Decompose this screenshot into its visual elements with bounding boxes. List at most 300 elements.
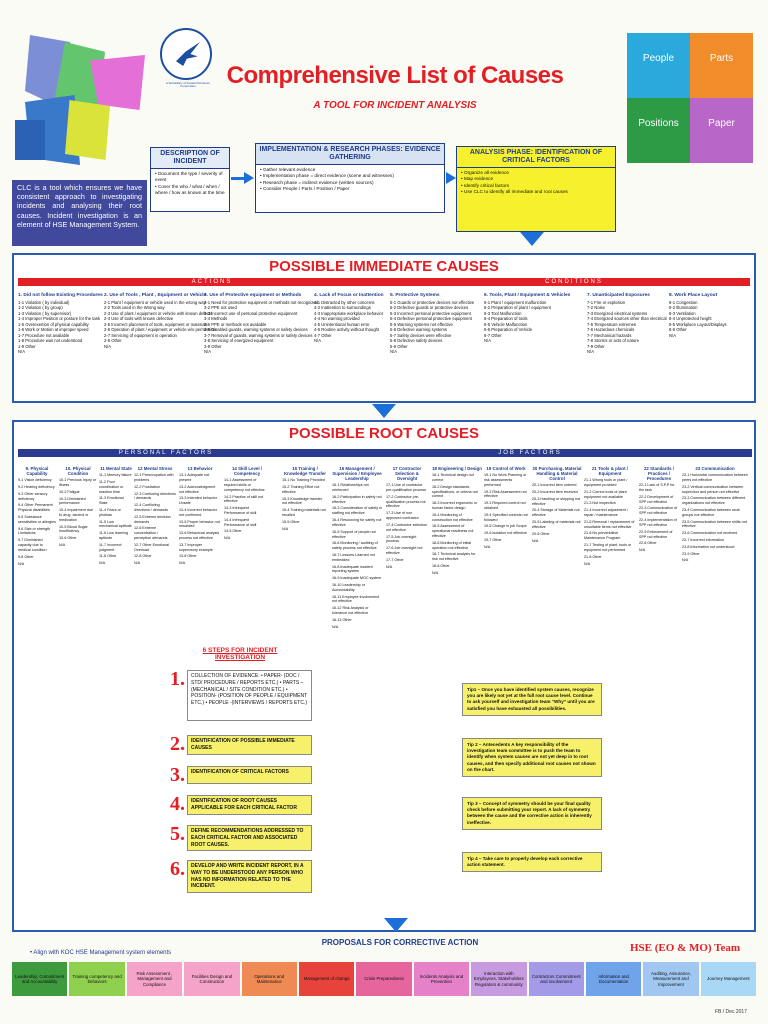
root-cause-item: 21-1 Wrong tools or plant / equipment provided xyxy=(584,478,628,487)
root-cause-column xyxy=(332,466,382,632)
root-cause-item: 16-2 Participation in safety not effective xyxy=(332,494,382,504)
clc-description: CLC is a tool which ensures we have consistent approach to investigating incidents and analysing their root causes. Incident investigation is an element of HSE Management System. xyxy=(12,180,147,246)
root-cause-item: 18-3 Incorrect ergonomic or human factor design xyxy=(432,501,478,510)
analysis-item: • Organize all evidence xyxy=(461,170,510,176)
root-cause-item: 20-2 Incorrect item received xyxy=(532,490,578,494)
step-number: 4. xyxy=(170,793,185,815)
cause-item: 6-6 Preparation of Vehicle xyxy=(484,327,533,333)
implementation-item: • Implementation phase = direct evidence (scene and witnesses) xyxy=(260,173,394,179)
root-cause-item: 12-1 Preoccupation with problems xyxy=(134,473,174,482)
root-cause-heading: 20 Purchasing, Material Handling & Material Control xyxy=(532,466,582,482)
root-cause-item: 18-5 Assessment of operational readiness not effective xyxy=(432,524,474,538)
description-item: • Cover the who / what / when / where / how as known at the time xyxy=(155,183,225,196)
root-cause-item: N/A xyxy=(224,536,231,541)
implementation-item: • Consider People / Parts / Position / Paper xyxy=(260,186,350,192)
cause-item: 1-5 Overexertion of physical capability xyxy=(18,321,89,327)
root-cause-item: 13-8 Other xyxy=(179,554,197,559)
cause-item: 8-5 Workplace Layout/Displays xyxy=(669,321,727,327)
cause-item: 6-3 Tool Malfunction xyxy=(484,310,522,316)
cause-item: 6-5 Vehicle Malfunction xyxy=(484,321,528,327)
root-cause-item: 9-6 Size or strength Limitations xyxy=(18,526,51,536)
cause-item: 5-1 Guards or protective devices not effective xyxy=(390,299,475,305)
root-cause-item: 17-1 Use of contractor pre-qualification process xyxy=(386,483,426,492)
cause-item: 7-3 Energized electrical systems xyxy=(587,310,648,316)
root-cause-heading: 9. Physical Capability xyxy=(25,466,49,477)
cause-category-heading: 6. Tools, Plant / Equipment & Vehicles xyxy=(484,293,571,298)
root-cause-item: 14-5 Other xyxy=(224,529,242,534)
cause-item: 6-4 Preparation of tools xyxy=(484,316,528,322)
investigation-step xyxy=(170,764,312,786)
root-cause-item: 12-2 Frustration xyxy=(134,484,161,489)
root-cause-item: 11-7 Incorrect judgment xyxy=(99,542,122,552)
investigation-step xyxy=(170,823,312,847)
root-cause-heading: 21 Tools & plant / Equipment xyxy=(591,466,629,477)
cause-item: 5-8 Defective safety devices xyxy=(390,338,443,344)
immediate-cause-column xyxy=(587,293,667,355)
root-cause-heading: 16 Management / Supervision / Employee Leadership xyxy=(332,466,382,482)
cause-item: 8-4 Unprotected height xyxy=(669,316,712,322)
puzzle-piece-illustration xyxy=(15,120,45,160)
four-p-puzzle xyxy=(627,33,753,164)
root-cause-item: 21-8 Other xyxy=(584,554,602,559)
cause-item: 2-6 Operation of plant / equipment or vehicle w/o permission xyxy=(104,327,216,333)
cause-item: 7-4 Energized sources other than electrical xyxy=(587,316,667,322)
root-cause-item: 23-4 Communication between work groups not effective xyxy=(682,507,740,517)
root-cause-item: 12-8 Other xyxy=(134,554,152,559)
root-cause-item: 23-7 Incorrect information xyxy=(682,538,725,542)
root-cause-item: 13-1 Adequate not present xyxy=(179,473,210,482)
ppp-paper: Paper xyxy=(690,98,753,163)
root-cause-item: 15-3 Knowledge transfer not effective xyxy=(282,496,323,506)
root-cause-heading: 13 Behavior xyxy=(187,466,213,471)
step-text: IDENTIFICATION OF ROOT CAUSES APPLICABLE FOR EACH CRITICAL FACTOR xyxy=(187,795,312,815)
page-title: Comprehensive List of Causes xyxy=(226,62,564,89)
cause-item: 5-9 Other xyxy=(390,343,408,349)
root-cause-item: 21-5 Removal / replacement of unsuitable items not effective xyxy=(584,519,635,529)
cause-item: 3-5 PPE or methods not available xyxy=(204,321,267,327)
root-cause-item: 23-9 Other xyxy=(682,551,700,556)
root-cause-item: 21-7 Testing of plant, tools or equipment not performed xyxy=(584,543,632,552)
root-cause-item: 11-5 Low mechanical aptitude xyxy=(99,519,132,529)
root-cause-item: 20-1 Incorrect item ordered xyxy=(532,483,577,488)
cause-item: 4-7 Other xyxy=(314,332,332,338)
job-factors-bar: JOB FACTORS xyxy=(308,449,752,457)
root-cause-heading: 10. Physical Condition xyxy=(65,466,91,477)
root-cause-item: N/A xyxy=(386,564,393,569)
cause-item: 3-8 Servicing of energized equipment xyxy=(204,338,274,344)
implementation-title: IMPLEMENTATION & RESEARCH PHASES: EVIDENCE GATHERING xyxy=(256,144,444,165)
root-cause-item: 20-3 Handling or shipping not effective xyxy=(532,496,581,506)
cause-item: 1-1 Violation ( by individual) xyxy=(18,299,70,305)
cause-item: 4-4 No warning provided xyxy=(314,316,360,322)
hse-element-cell: Auditing, Assurance, Measurement and Improvement xyxy=(643,962,698,996)
page-subtitle: A TOOL FOR INCIDENT ANALYSIS xyxy=(313,100,477,111)
cause-item: 7-5 Temperature extremes xyxy=(587,321,637,327)
root-cause-item: 16-13 Other xyxy=(332,617,352,622)
root-causes-title: POSSIBLE ROOT CAUSES xyxy=(288,425,480,442)
immediate-causes-title: POSSIBLE IMMEDIATE CAUSES xyxy=(269,258,499,275)
root-cause-item: 17-5 Job oversight process xyxy=(386,534,417,544)
implementation-item: • Research phase = indirect evidence (written sources) xyxy=(260,179,374,185)
root-cause-heading: 15 Training / Knowledge Transfer xyxy=(284,466,326,477)
cause-item: 5-3 Incorrect personal protective equipment xyxy=(390,310,471,316)
root-cause-item: 16-8 Inadequate incident reporting system xyxy=(332,564,373,574)
immediate-cause-column xyxy=(669,293,727,338)
root-cause-heading: 12 Mental Stress xyxy=(137,466,173,471)
cause-category-heading: 5. Protective Systems xyxy=(390,293,440,298)
step-number: 5. xyxy=(170,823,185,845)
cause-item: N/A xyxy=(484,338,491,344)
root-cause-heading: 22 Standards / Practices / Procedures xyxy=(643,466,674,482)
hse-team-label: HSE (EO & MO) Team xyxy=(630,942,741,954)
cause-item: 1-7 Procedure not available xyxy=(18,332,70,338)
description-box xyxy=(150,147,230,212)
cause-item: 4-3 Inappropriate workplace behavior xyxy=(314,310,384,316)
root-cause-item: 16-11 Employee involvement not effective xyxy=(332,594,380,604)
implementation-box xyxy=(255,143,445,213)
root-cause-item: 22-5 Enforcement of SPP not effective xyxy=(639,529,673,539)
root-cause-item: N/A xyxy=(639,548,646,553)
root-causes-section xyxy=(12,420,756,932)
root-cause-item: 15-1 No Training Provided xyxy=(282,478,325,483)
cause-item: 2-8 Other xyxy=(104,338,122,344)
hse-element-cell: Information and Documentation xyxy=(586,962,641,996)
flow-arrow-head xyxy=(244,172,254,184)
description-title: DESCRIPTION OF INCIDENT xyxy=(151,148,229,169)
cause-item: 6-2 Preparation of plant / equipment xyxy=(484,305,551,311)
root-cause-heading: 17 Contractor Selection & Oversight xyxy=(392,466,422,482)
cause-item: 3-2 PPE not used xyxy=(204,305,237,311)
root-cause-item: 17-7 Other xyxy=(386,557,404,562)
investigation-step xyxy=(170,733,312,755)
align-note: • Align with KOC HSE Management system elements xyxy=(30,950,172,956)
root-cause-item: N/A xyxy=(332,624,339,629)
root-cause-item: 11-1 Memory failure xyxy=(99,473,132,478)
root-cause-item: 21-3 Not inspection xyxy=(584,501,616,506)
cause-item: 7-7 Mechanical hazards xyxy=(587,332,632,338)
root-cause-item: 22-3 Communication of SPP not effective xyxy=(639,506,678,516)
root-cause-item: 20-6 Other xyxy=(532,531,550,536)
hse-element-cell: Risk Assessment , Management and Compliance xyxy=(127,962,182,996)
root-cause-item: N/A xyxy=(682,558,689,563)
root-cause-item: N/A xyxy=(584,561,591,566)
cause-item: 4-2 Inattention to surroundings xyxy=(314,305,371,311)
down-arrow-icon xyxy=(520,232,544,246)
analysis-box xyxy=(456,146,616,232)
cause-item: 2-3 Use of plant / equipment or vehicle with known defects xyxy=(104,310,213,316)
root-cause-item: N/A xyxy=(18,561,25,566)
implementation-item: • Gather relevant evidence xyxy=(260,167,316,173)
root-cause-item: 18-1 Technical design not correct xyxy=(432,473,474,482)
analysis-item: • Identify critical factors xyxy=(461,182,510,188)
root-cause-item: 16-12 Risk Analysis or tolerance not effective xyxy=(332,606,369,616)
root-cause-item: 14-4 Infrequent Performance of skill xyxy=(224,517,257,527)
root-cause-item: 11-2 Poor coordination or reaction time xyxy=(99,479,124,494)
root-cause-item: 13-4 Incorrect behavior not confirmed xyxy=(179,507,217,517)
cause-item: 2-1 Plant / equipment or vehicle used in the wrong way xyxy=(104,299,206,305)
cause-item: 6-7 Other xyxy=(484,332,502,338)
step-text: DEVELOP AND WRITE INCIDENT REPORT, IN A WAY TO BE UNDERSTOOD ANY PERSON WHO HAS NO INFORMATION RELATED TO THE INCIDENT. xyxy=(187,860,312,893)
cause-item: 8-1 Congestion xyxy=(669,299,698,305)
root-cause-heading: 23 Communication xyxy=(695,466,735,471)
root-cause-item: 18-8 Other xyxy=(432,564,450,569)
root-cause-item: 16-6 Monitoring / auditing of safety process not effective xyxy=(332,541,378,551)
root-cause-item: 23-3 Communication between different organizations not effective xyxy=(682,496,746,506)
root-cause-item: 22-6 Other xyxy=(639,541,657,546)
investigation-step xyxy=(170,793,312,817)
root-cause-item: 23-2 Vertical communication between supervisor and person not effective xyxy=(682,484,744,494)
cause-item: N/A xyxy=(314,338,321,344)
steps-title: 6 STEPS FOR INCIDENT INVESTIGATION xyxy=(202,647,278,662)
root-cause-item: 9-1 Vision deficiency xyxy=(18,478,52,483)
ppp-positions: Positions xyxy=(627,98,690,163)
cause-item: 2-4 Use of tools with known defective xyxy=(104,316,174,322)
cause-item: 5-5 Warning systems not effective xyxy=(390,321,453,327)
root-cause-item: 16-7 Lessons Learned not embedded xyxy=(332,552,375,562)
cause-item: 1-2 Violation ( by group) xyxy=(18,305,63,311)
step-text: IDENTIFICATION OF POSSIBLE IMMEDIATE CAUSES xyxy=(187,735,312,755)
cause-item: 5-4 Defective personal protective equipment xyxy=(390,316,472,322)
cause-item: 4-1 Distracted by other concerns xyxy=(314,299,375,305)
root-cause-item: 14-2 Practice of skill not effective xyxy=(224,494,264,504)
root-cause-item: 13-6 Behavioral analysis process not effective xyxy=(179,531,220,540)
root-cause-item: 16-5 Support of people not effective xyxy=(332,529,376,539)
cause-item: 3-4 Methods xyxy=(204,316,228,322)
immediate-cause-column xyxy=(314,293,384,344)
step-text: COLLECTION OF EVIDENCE: • PAPER- (DOC / STD/ PROCEDURE / REPORTS ETC.) • PARTS –(MECHANICAL / SITE CONDITION ETC.) • POSITION- (POSITION OF PEOPLE / EQUIPMENT ETC.) • PEOPLE -(INTERVIEWS / REPORTS ETC.) xyxy=(187,670,312,721)
cause-item: 5-2 Defective guards or protective devices xyxy=(390,305,469,311)
hse-element-cell: Interaction with Employees, Stakeholders Regulators & community xyxy=(471,962,526,996)
analysis-item: • Map evidence xyxy=(461,176,494,182)
hse-element-cell: Operations and Maintenance xyxy=(242,962,297,996)
cause-item: 2-5 Incorrect placement of tools, equipment or materials xyxy=(104,321,208,327)
flow-arrow xyxy=(231,177,245,180)
root-cause-item: 12-7 Other Emotional Overload xyxy=(134,542,170,552)
root-cause-heading: 14 Skill Level / Competency xyxy=(231,466,263,477)
root-cause-item: 17-4 Contractor selection not effective xyxy=(386,522,428,532)
root-cause-item: 19-4 Specified controls not followed xyxy=(484,512,528,522)
investigation-step xyxy=(170,668,312,723)
root-cause-item: 12-3 Confusing directions / demands xyxy=(134,491,176,501)
cause-item: 6-1 Plant / equipment malfunction xyxy=(484,299,547,305)
root-cause-heading: 18 Engineering / Design xyxy=(432,466,482,471)
cause-item: 7-6 Hazardous chemicals xyxy=(587,327,635,333)
step-text: IDENTIFICATION OF CRITICAL FACTORS xyxy=(187,766,312,784)
step-number: 3. xyxy=(170,764,185,786)
cause-item: 3-1 Need for protective equipment or methods not recognized xyxy=(204,299,319,305)
root-cause-item: 13-7 Improper supervisory example xyxy=(179,542,213,552)
cause-category-heading: 8. Work Place Layout xyxy=(669,293,718,298)
root-cause-item: 18-4 Monitoring of construction not effective xyxy=(432,512,473,522)
root-cause-item: 21-2 Correct tools or plant equipment not available xyxy=(584,489,627,499)
cause-item: N/A xyxy=(390,349,397,355)
proposals-title: PROPOSALS FOR CORRECTIVE ACTION xyxy=(321,938,479,947)
root-cause-item: 10-4 Impairment due to drug, alcohol or medication xyxy=(59,508,94,522)
hse-element-cell: Incidents Analysis and Prevention xyxy=(414,962,469,996)
cause-item: 8-2 Illumination xyxy=(669,305,698,311)
cause-item: N/A xyxy=(204,349,211,355)
root-cause-item: 16-4 Resourcing for safety not effective xyxy=(332,518,382,527)
root-cause-item: 10-3 Diminished performance xyxy=(59,496,86,506)
root-cause-item: 17-6 Job oversight not effective xyxy=(386,546,423,555)
root-cause-item: 9-3 Other sensory deficiency xyxy=(18,491,48,501)
cause-item: N/A xyxy=(669,332,676,338)
cause-item: 2-7 Servicing of equipment in operation xyxy=(104,332,177,338)
root-cause-item: 19-6 Isolation not effective xyxy=(484,531,527,536)
hse-elements-row xyxy=(12,962,756,996)
investigation-tip: Tip 4 – Take care to properly develop each corrective action statement. xyxy=(462,852,602,872)
analysis-title: ANALYSIS PHASE: IDENTIFICATION OF CRITICAL FACTORS xyxy=(457,147,615,168)
cause-item: 4-5 Unintentional human error xyxy=(314,321,370,327)
puzzle-piece-illustration xyxy=(90,55,145,110)
cause-category-heading: 4. Lack of Focus or Inattention xyxy=(314,293,384,298)
root-cause-item: 18-6 Monitoring of initial operation not effective xyxy=(432,540,472,550)
description-item: • Document the type / severity of event xyxy=(155,171,223,183)
cause-item: 7-8 Storms or acts of nature xyxy=(587,338,639,344)
hse-element-cell: Leadership, Commitment and Accountability xyxy=(12,962,67,996)
cause-item: 1-9 Other xyxy=(18,343,36,349)
root-cause-item: 12-5 Extreme decision demands xyxy=(134,514,171,524)
puzzle-piece-illustration xyxy=(65,100,110,160)
cause-item: 1-8 Procedure was not understood xyxy=(18,338,83,344)
cause-item: 4-6 Routine activity without thought xyxy=(314,327,380,333)
root-cause-item: 11-3 Emotional State xyxy=(99,496,124,506)
analysis-item: • Use CLC to identify all immediate and root causes xyxy=(461,189,568,195)
cause-item: 3-7 Removal of guards, warning systems or safety devices xyxy=(204,332,313,338)
step-number: 6. xyxy=(170,858,185,880)
root-cause-item: N/A xyxy=(484,544,491,549)
root-cause-column xyxy=(484,466,528,552)
root-cause-item: 11-6 Low learning aptitude xyxy=(99,531,129,540)
root-cause-item: 22-2 Development of SPP not effective xyxy=(639,494,674,504)
root-cause-item: 23-1 Horizontal communication between peers not effective xyxy=(682,473,748,482)
cause-item: N/A xyxy=(104,343,111,349)
hse-element-cell: Training competency and behaviors xyxy=(69,962,124,996)
root-cause-heading: 11 Mental State xyxy=(100,466,132,471)
root-cause-item: 9-7 Diminished capacity due to medical condition xyxy=(18,538,47,552)
root-cause-item: 12-6 Extreme concentration / perception demands xyxy=(134,526,168,540)
root-cause-column xyxy=(386,466,428,571)
step-text: DEFINE RECOMMENDATIONS ADDRESSED TO EACH CRITICAL FACTOR AND ASSOCIATED ROOT CAUSES. xyxy=(187,825,312,851)
hse-element-cell: Crisis Preparedness xyxy=(356,962,411,996)
conditions-bar: CONDITIONS xyxy=(398,278,750,286)
ppp-people: People xyxy=(627,33,690,98)
root-cause-column xyxy=(532,466,582,545)
immediate-cause-column xyxy=(390,293,474,355)
root-cause-item: 21-4 Incorrect adjustment / repair / maintenance xyxy=(584,508,628,517)
root-cause-item: 10-2 Fatigue xyxy=(59,489,80,494)
root-cause-item: 9-5 Substance sensitivities or allergies xyxy=(18,515,56,524)
actions-bar: ACTIONS xyxy=(18,278,406,286)
flow-arrow-head xyxy=(446,172,456,184)
immediate-causes-section xyxy=(12,253,756,403)
cause-item: 3-3 Incorrect use of personal protective equipment xyxy=(204,310,298,316)
cause-item: 1-4 Improper Position or posture for the task xyxy=(18,316,100,322)
cause-item: N/A xyxy=(587,349,594,355)
cause-category-heading: 1. Did not follow Existing Procedures xyxy=(18,293,103,298)
root-cause-item: N/A xyxy=(432,570,439,575)
step-number: 1. xyxy=(170,668,185,690)
cause-item: 1-6 Work or Motion at improper speed xyxy=(18,327,89,333)
cause-item: 2-2 Tools used in the Wrong way xyxy=(104,305,165,311)
root-cause-item: 15-4 Training materials not recalled xyxy=(282,508,326,517)
root-cause-item: N/A xyxy=(134,561,141,566)
root-cause-item: 13-5 Proper behavior not rewarded xyxy=(179,519,220,529)
root-cause-item: 16-1 Relationships not reinforced xyxy=(332,483,369,492)
root-cause-item: 9-2 Hearing deficiency xyxy=(18,484,55,489)
cause-item: 8-3 Ventilation xyxy=(669,310,696,316)
root-cause-item: N/A xyxy=(282,526,289,531)
root-cause-item: 9-4 Other Permanent Physical disabilities xyxy=(18,503,53,513)
immediate-cause-column xyxy=(204,293,318,355)
bird-icon xyxy=(176,42,200,66)
investigation-step xyxy=(170,858,312,892)
root-cause-item: 10-1 Previous Injury or illness xyxy=(59,478,97,487)
ppp-parts: Parts xyxy=(690,33,753,98)
root-cause-item: 22-4 Implementation of SPP not effective xyxy=(639,518,677,527)
cause-item: N/A xyxy=(18,349,25,355)
root-cause-item: 21-6 No preventative Maintenance Program xyxy=(584,531,621,541)
root-cause-item: 16-10 Leadership or Accountability xyxy=(332,583,366,592)
root-cause-item: 17-2 Contractor pre-qualification process not effective xyxy=(386,494,426,509)
root-cause-heading: 19 Control of Work xyxy=(486,466,526,471)
root-cause-item: 14-3 Infrequent Performance of skill xyxy=(224,506,257,515)
down-arrow-icon xyxy=(384,918,408,932)
cause-item: 5-7 Safety devices were effective xyxy=(390,332,452,338)
root-cause-column xyxy=(18,466,56,568)
root-cause-item: 16-9 Inadequate MOC system xyxy=(332,576,382,581)
root-cause-item: 10-6 Other xyxy=(59,536,77,541)
root-cause-item: 16-3 Consideration of safety in staffing not effective xyxy=(332,506,383,516)
root-cause-item: 17-3 Use of non approved contractor xyxy=(386,511,419,521)
root-cause-item: 12-4 Conflicting directions / demands xyxy=(134,503,169,512)
root-cause-column xyxy=(99,466,133,568)
cause-item: 7-1 Fire or explosion xyxy=(587,299,626,305)
immediate-cause-column xyxy=(484,293,570,344)
root-cause-item: 19-1 No Work Planning or risk assessments performed xyxy=(484,473,527,487)
hse-element-cell: Management of change xyxy=(299,962,354,996)
root-cause-item: 11-4 Fears or phobias xyxy=(99,507,121,517)
root-cause-item: 13-2 Acknowledgment not effective xyxy=(179,484,216,494)
cause-item: 3-6 Disabled guards, warning systems or safety devices xyxy=(204,327,308,333)
root-cause-item: 19-2 Risk Assessment not effective xyxy=(484,489,527,499)
root-cause-item: 23-5 Communication between shifts not effective xyxy=(682,519,747,529)
root-cause-item: 10-5 Blood Sugar Insufficiency xyxy=(59,524,88,534)
root-cause-item: 18-2 Design standards, specifications, or criteria not correct xyxy=(432,484,478,499)
root-cause-column xyxy=(639,466,679,555)
root-cause-item: N/A xyxy=(99,561,106,566)
root-cause-column xyxy=(179,466,221,568)
immediate-cause-column xyxy=(104,293,216,349)
cause-item: 7-9 Other xyxy=(587,343,605,349)
cause-item: 8-6 Other xyxy=(669,327,687,333)
root-cause-item: 19-7 Other xyxy=(484,538,502,542)
hse-element-cell: Journey Management xyxy=(701,962,756,996)
personal-factors-bar: PERSONAL FACTORS xyxy=(18,449,314,457)
cause-item: 3-9 Other xyxy=(204,343,222,349)
step-number: 2. xyxy=(170,733,185,755)
root-cause-item: 9-8 Other xyxy=(18,554,34,559)
root-cause-column xyxy=(224,466,270,543)
root-cause-item: 11-8 Other xyxy=(99,554,117,559)
investigation-tip: Tip1 – Once you have identified system causes, recognize you are likely not yet at the full root cause level. Continue to ask yourself and investigation team “Why” until you are satisfied you have exhausted all possibilities. xyxy=(462,683,602,716)
root-cause-item: 20-4 Storage of Materials not effective xyxy=(532,508,580,518)
root-cause-column xyxy=(584,466,636,568)
cause-item: 5-6 Defective warning systems xyxy=(390,327,448,333)
hse-element-cell: Contractors Commitment and involvement xyxy=(529,962,584,996)
root-cause-item: 19-3 Required control not obtained xyxy=(484,501,526,510)
root-cause-item: 15-5 Other xyxy=(282,519,300,524)
